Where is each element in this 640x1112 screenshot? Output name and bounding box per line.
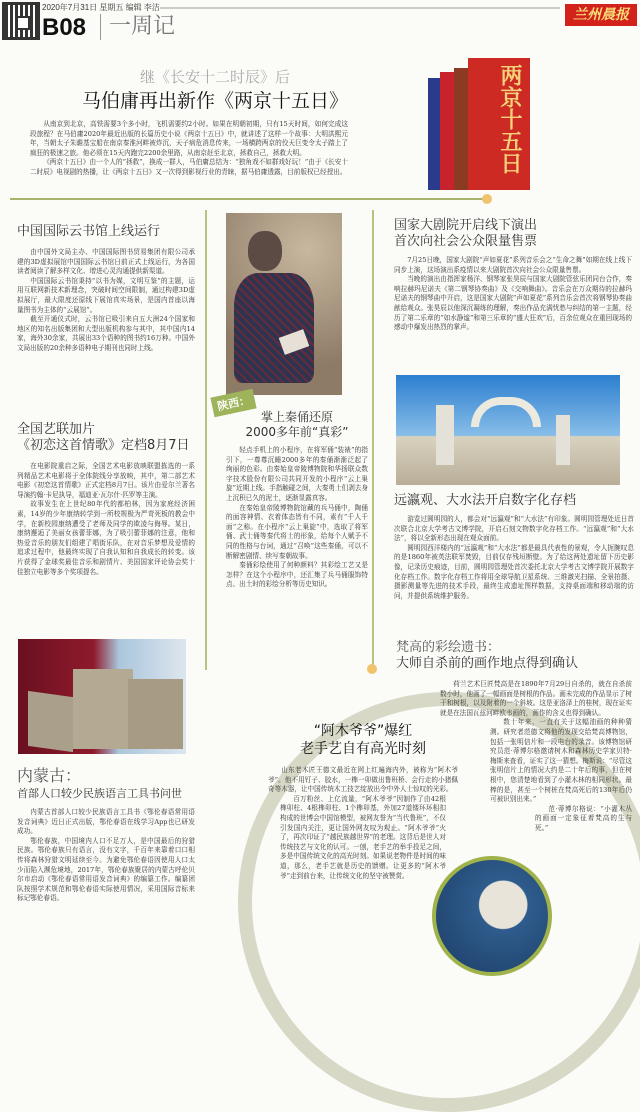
headline: 中国国际云书馆上线运行 [17, 224, 161, 239]
headline: 全国艺联加片 [17, 422, 96, 437]
paragraph: 在秦始皇帝陵博物院馆藏的兵马俑中，陶俑的面容神情、衣着体态皆有不同，素有“千人千面”之称。在小程序“云上巢旋”中，选取了将军俑、武士俑等秦代将士的形象，给每个人赋予不同的性格与台词，通过“召唤”这些秦俑，可以不断解密剧情、续写秦朝故事。 [226, 503, 368, 560]
paragraph: 在电影院重启之际，全国艺术电影放映联盟拣选的一系列精品艺术电影将于全体院线分享放映，其中，第二部艺术电影《初恋这首情歌》正式定档8月7日。该片由爱尔兰著名导演约翰·卡尼执导，福迪亚·瓦尔什·匹罗等主演。 [17, 462, 195, 499]
paragraph: 百万粉丝、上亿流量，“阿木爷爷”因制作了由42根榫卯柱、4根榫卯柱、1个榫卯基，外加27道镂环环相扣构成的世博会中国馆模型，被网友誉为“当代鲁班”，不仅引发国内关注，更让国外网友叹为观止。“阿木爷爷”火了，再次印证了“越民族越世界”的老理。这背后是世人对传统技艺与文化的认可。一刨，老手艺的举手投足之间，多是中国传统文化的高光时刻。如果说老物件是时间的味道，那么，老手艺就是历史的馈赠。让更多的“阿木爷爷”走到前台来，让传统文化的坚守被赞赏。 [280, 794, 446, 880]
paragraph: 故事发生在上世纪80年代的都柏林，因为家庭经济困素，14岁的少年康纳转学到一所校规极为严苛死板的教会中学，在新校园康纳遭受了老师及同学的欺凌与侮辱。某日，康纳邂逅了美丽女孩蕾菲娜，为了吸引蕾菲娜的注意，他和热爱音乐的朋友们组建了唱街乐队，在对音乐梦想及爱情的追求过程中，他最终实现了自我认知和自我成长的转变。该片获得了金球奖最佳音乐和剧情片、美国国家评论协会奖十佳独立电影等多个奖项提名。 [17, 500, 195, 576]
qr-code[interactable] [2, 2, 40, 40]
column-divider [372, 210, 374, 670]
headline: 梵高的彩绘遗书： [396, 640, 501, 655]
headline: 国家大剧院开启线下演出 [394, 218, 538, 233]
lead-title: 马伯庸再出新作《两京十五日》 [81, 90, 348, 112]
headline: 老手艺自有高光时刻 [300, 741, 426, 757]
paragraph: 从南京到北京，高铁需要3个多小时，飞机需要约2小时。如果在明朝初期，只有15天时间，如何完成这段旅程？在马伯庸2020年最近出版的长篇历史小说《两京十五日》中，就讲述了这样一个故事：大明洪熙元年，当朝太子朱瞻基宝船在南京秦淮河畔被炸沉，天子病危消息传来，一场横跨两京的佼天巨变令太子踏上了疯狂的极速之旅。他必须在15天内跑完2200余里路，从南京赶至北京，拯救自己，拯救大明。 [30, 120, 348, 157]
paragraph: 范·蒂博尔格说：“小灌木丛的画面一定象征着梵高的生与死。” [535, 804, 632, 832]
header-rule [160, 7, 560, 9]
paragraph: 鄂伦春族，中国境内人口不足万人，是中国最后的狩猎民族。鄂伦春族只有语言，没有文字，千百年来靠着口口相传将森林狩猎文明延续至今。为避免鄂伦春语因使用人口太少而陷入濒危境地，2017年，鄂伦春族聚居的内蒙古呼伦贝尔市启动《鄂伦春语常用语发音词典》的编纂工作。编纂团队按照学术规范和鄂伦春语实际使用情况，采用国际音标来标记鄂伦春语。 [17, 836, 195, 903]
dictionary-photo [18, 639, 186, 754]
region-tag: 陕西： [210, 389, 256, 418]
terracotta-warrior-photo [226, 213, 342, 395]
article-digital-archive [394, 493, 634, 601]
lead-subtitle: 继《长安十二时辰》后 [139, 68, 290, 86]
paragraph: 由中国外文局主办、中国国际图书贸易集团有限公司承建的3D虚拟展馆中国国际云书馆日前正式上线运行，为各国读者阅读了解多样文化、增进心灵沟通提供新渠道。 [17, 248, 195, 276]
divider-dot [367, 664, 377, 674]
article-van-gogh-heading [396, 640, 636, 672]
headline: 首次向社会公众限量售票 [394, 234, 538, 249]
headline: 内蒙古： [17, 766, 82, 785]
headline: 远瀛观、大水法开启数字化存档 [394, 493, 577, 508]
article-ncpa [394, 218, 632, 333]
article-film [17, 422, 195, 577]
article-van-gogh-body [440, 680, 632, 834]
article-oroqen [17, 766, 195, 904]
book-cover-image: 两京十五日 [420, 40, 540, 190]
page-number: B08 [42, 14, 87, 41]
headline: 掌上秦俑还原 [260, 410, 333, 424]
paragraph: 山东老木匠王德文最近在网上红遍海内外，被称为“阿木爷爷”。他不用钉子、胶水，一榫一卯做出鲁班桥、会行走的小猪佩奇等木器，让中国传统木工技艺绽放出令中外人士惊叹的光彩。 [268, 766, 458, 794]
headline: 大师自杀前的画作地点得到确认 [396, 656, 579, 671]
article-terracotta [226, 410, 368, 590]
article-cloud-library [17, 224, 195, 354]
paragraph: 轻点手机上的小程序，在将军俑“装裱”的指引下，一尊尊沉睡2000多年的秦俑渐渐泛起了绚丽的色彩。由秦始皇帝陵博物院和华扬联众数字技术股份有限公司共同开发的小程序“云上巢旋”近期上线。手指触碰之间，大秦勇士们剥去身上沉积已久的泥土，逐渐显露真容。 [226, 446, 368, 502]
headline: 首部人口较少民族语言工具书问世 [17, 787, 182, 800]
paragraph: 荷兰艺术巨匠梵高是在1890年7月29日自杀的，就在自杀前数小时，他画了一幅画面是树根的作品。画未完成的作品显示了树干和树根，以及附着的一个斜坡。这是亚洛泽上的桂树，现在证实就是在法国瓦兹河畔欧韦画的，画作的含义也得到确认。 [440, 680, 632, 717]
section-name: 一周记 [100, 14, 175, 40]
newspaper-logo: 兰州晨报 [565, 4, 637, 26]
wooden-craft-photo [432, 856, 552, 976]
paragraph: 《两京十五日》由一个人的“拯救”，换成一群人，马伯庸总结为：“独角戏不如群戏好玩！”由于《长安十二时辰》电视剧的热播，让《两京十五日》又一次得到影视行业的青睐，据马伯庸透露，目前版权已经授出。 [30, 158, 348, 176]
paragraph: 圆明园西洋楼内的“远瀛观”和“大水法”都是最具代表性的景观，令人扼腕叹息的是1860年被英法联军焚毁，目前仅存残垣断壁。为了给这两处遗址留下历史影像，记录历史痕迹，目前，圆明园管理处首次委托北京大学考古文博学院开展数字化存档工作。数字化存档工作将用全球导航卫星系统、三维激光扫描、全景拍摄、摄影测量等先进的技术手段，最终生成遗址图样数据，支持桌面端和移动端的访问，并提供系统维护服务。 [394, 543, 634, 600]
paragraph: 中国国际云书馆秉持“以书为媒，文明互鉴”的主题，运用互联网新技术新理念，突破时间空间限制，通过构建3D虚拟展厅，最大限度还原线下展馆真实场景，是国内首座以海量图书为主体的“云展馆”。 [17, 276, 195, 314]
headline: “阿木爷爷”爆红 [313, 723, 413, 739]
yuanmingyuan-photo [396, 375, 620, 485]
lead-body [30, 120, 348, 178]
paragraph: 内蒙古首部人口较少民族语言工具书《鄂伦春语常用语发音词典》近日正式出版，鄂伦春语在线学习App也已研发成功。 [17, 808, 195, 836]
paragraph: 当晚的演出由指挥家杨洋、钢琴家张昊辰与国家大剧院管弦乐团同台合作，奏响拉赫玛尼诺夫《第二钢琴协奏曲》及《交响舞曲》。音乐会在万众期待的拉赫玛尼诺夫的钢琴曲中开启，这是国家大剧院“声如夏花”系列音乐会首次将钢琴协奏曲献给观众。张昊辰以他深沉凝练的理解，奏出作品充满忧愁与纠结的第一主题，经历了第二乐章的“如水静谧”和第三乐章的“盛大狂欢”后，百余位观众在重回现场的感动中爆发出热烈的掌声。 [394, 275, 632, 332]
headline: 2000多年前“真彩” [245, 425, 349, 439]
paragraph: 数十年来，一直有关于这幅油画的种种猜测。研究者范德文将他的发现交给梵高博物馆，包括一张明信片和一段电台的录音。该博物馆研究员范·蒂博尔格邀请树木和森林历史学家贝特·梅斯来查看，证实了这一猜想。梅斯说：“尽管这张明信片上的情况大约是二十年后的事，但在树根中，您清楚地看到了小灌木林的相同形状。最棒的是，甚至一个树桩在梵高死后的130年后仍可被识别出来。” [490, 718, 632, 804]
column-divider [205, 210, 207, 670]
section-divider [10, 198, 488, 200]
article-amu [268, 722, 458, 881]
paragraph: 7月25日晚，国家大剧院“声如夏花”系列音乐会之“生命之舞”如期在线上线下同步上演，这场演出系疫情以来大剧院首次向社会公众限量售票。 [394, 256, 632, 274]
issue-date: 2020年7月31日 星期五 编辑 李洁 [42, 3, 160, 12]
headline: 《初恋这首情歌》定档8月7日 [17, 438, 190, 453]
paragraph: 游览过圆明园的人，都会对“远瀛观”和“大水法”有印象。圆明园管理处近日首次联合北京大学考古文博学院，开启石刻文物数字化存档工作。“远瀛观”和“大水法”，将以全新形态出现在观众面前。 [394, 515, 634, 543]
paragraph: 秦俑彩绘使用了何种颜料？其彩绘工艺又是怎样？在这个小程序中，还汇集了兵马俑服饰特点、出土时的彩绘分析等历史知识。 [226, 561, 368, 589]
divider-dot [482, 194, 492, 204]
paragraph: 截至开通仪式时，云书馆已吸引来自五大洲24个国家和地区的知名出版集团和大型出版机构参与其中，其中国内14家，海外30余家，共展出33个语种的图书约16万种。中国外文局出版的20余种多语种电子期刊也同时上线。 [17, 315, 195, 352]
